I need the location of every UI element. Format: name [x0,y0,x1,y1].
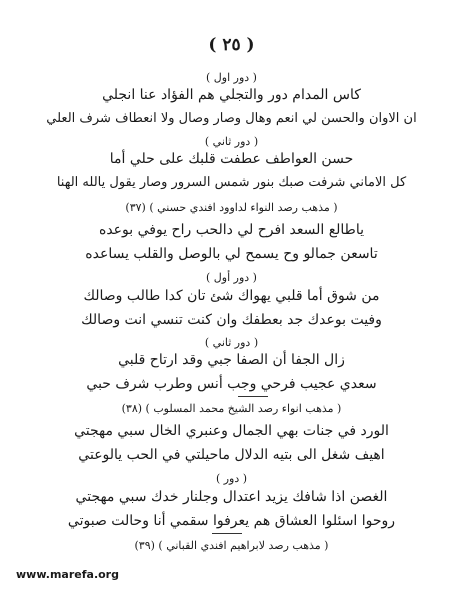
song-heading: (٣٨) ( مذهب انواء رصد الشيخ محمد المسلوب ) [121,402,342,415]
verse-line: الغصن اذا شافك يزيد اعتدال وجلنار خدك سبي مهجتي [75,489,388,505]
verse-line: سعدي عجيب فرحي وجب أنس وطرب شرف حبي [86,376,377,392]
footer-url: www.marefa.org [16,568,119,581]
section-header: ( دور أول ) [206,271,257,284]
song-heading: (٣٩) ( مذهب رصد لابراهيم افندي القباني ) [134,539,329,552]
verse-line: كل الاماني شرفت صبك بنور شمس السرور وصار يقول يالله الهنا [56,175,407,190]
verse-line: ان الاوان والحسن لي انعم وهال وصار وصال ولا انعطاف شرف العلي [46,111,417,126]
section-header: ( دور ثاني ) [204,135,259,148]
verse-line: الورد في جنات بهي الجمال وعنبري الخال سبي مهجتي [74,423,389,439]
verse-line: كاس المدام دور والتجلي هم الفؤاد عنا انجلي [102,87,361,103]
verse-line: من شوق أما قلبي يهواك شئ تان كدا طالب وصالك [83,288,380,304]
verse-line: حسن العواطف عطفت قلبك على حلي أما [109,151,354,167]
verse-line: تاسعن جمالو وح يسمح لي بالوصل والقلب يساعده [85,246,378,262]
page-number: ( ٢٥ ) [208,35,255,55]
song-heading: (٣٧) ( مذهب رصد النواء لداوود افندي حسني ) [125,201,338,214]
verse-line: روحوا اسئلوا العشاق هم يعرفوا سقمي أنا وحالت صبوتي [67,513,396,529]
verse-line: زال الجفا أن الصفا جبي وقد ارتاح قلبي [118,352,345,368]
section-header: ( دور اول ) [206,71,257,84]
section-header: ( دور ) [215,472,248,485]
verse-line: وفيت بوعدك جد بعطفك وان كنت تنسي انت وصالك [81,312,382,328]
verse-line: ياطالع السعد افرح لي دالحب راح يوفي بوعده [99,222,364,238]
underline-mark [238,396,268,397]
section-header: ( دور ثاني ) [204,336,259,349]
underline-mark [212,533,242,534]
verse-line: اهيف شغل الى بتيه الدلال ماحيلتي في الحب يالوعتي [78,447,385,463]
